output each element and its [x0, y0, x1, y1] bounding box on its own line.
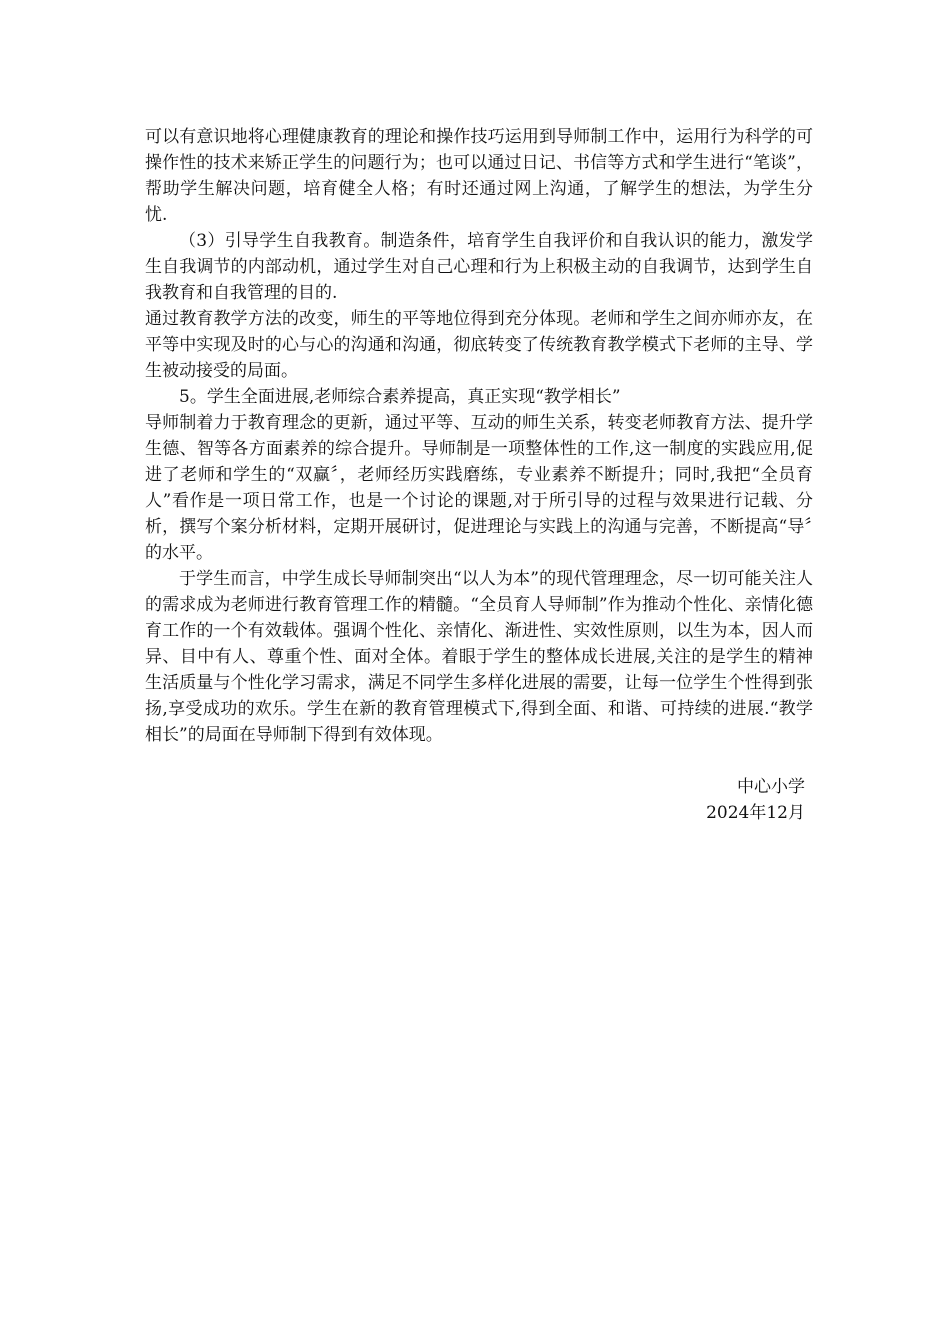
paragraph: 可以有意识地将心理健康教育的理论和操作技巧运用到导师制工作中，运用行为科学的可操作性的技术来矫正学生的问题行为；也可以通过日记、书信等方式和学生进行“笔谈”，帮助学生解决问题，培育健全人格；有时还通过网上沟通，了解学生的想法，为学生分忧. [145, 127, 813, 225]
signature-org: 中心小学 [737, 777, 805, 797]
paragraph: 于学生而言，中学生成长导师制突出“以人为本”的现代管理理念，尽一切可能关注人的需求成为老师进行教育管理工作的精髓。“全员育人导师制”作为推动个性化、亲情化德育工作的一个有效载体。强调个性化、亲情化、渐进性、实效性原则，以生为本，因人而异、目中有人、尊重个性、面对全体。着眼于学生的整体成长进展,关注的是学生的精神生活质量与个性化学习需求，满足不同学生多样化进展的需要，让每一位学生个性得到张扬,享受成功的欢乐。学生在新的教育管理模式下,得到全面、和谐、可持续的进展.“教学相长”的局面在导师制下得到有效体现。 [145, 569, 813, 745]
signature-date: 2024年12月 [706, 803, 805, 823]
document-page [145, 124, 813, 826]
signature-block [145, 774, 813, 826]
section-heading: 5。学生全面进展,老师综合素养提高，真正实现“教学相长” [179, 387, 621, 407]
paragraph: 导师制着力于教育理念的更新，通过平等、互动的师生关系，转变老师教育方法、提升学生德、智等各方面素养的综合提升。导师制是一项整体性的工作,这一制度的实践应用,促进了老师和学生的“双赢〞，老师经历实践磨练，专业素养不断提升；同时,我把“全员育人”看作是一项日常工作，也是一个讨论的课题,对于所引导的过程与效果进行记载、分析，撰写个案分析材料，定期开展研讨，促进理论与实践上的沟通与完善，不断提高“导〞的水平。 [145, 413, 813, 563]
paragraph: （3）引导学生自我教育。制造条件，培育学生自我评价和自我认识的能力，激发学生自我调节的内部动机，通过学生对自己心理和行为上积极主动的自我调节，达到学生自我教育和自我管理的目的. [145, 231, 813, 303]
paragraph: 通过教育教学方法的改变，师生的平等地位得到充分体现。老师和学生之间亦师亦友，在平等中实现及时的心与心的沟通和沟通，彻底转变了传统教育教学模式下老师的主导、学生被动接受的局面。 [145, 309, 813, 381]
